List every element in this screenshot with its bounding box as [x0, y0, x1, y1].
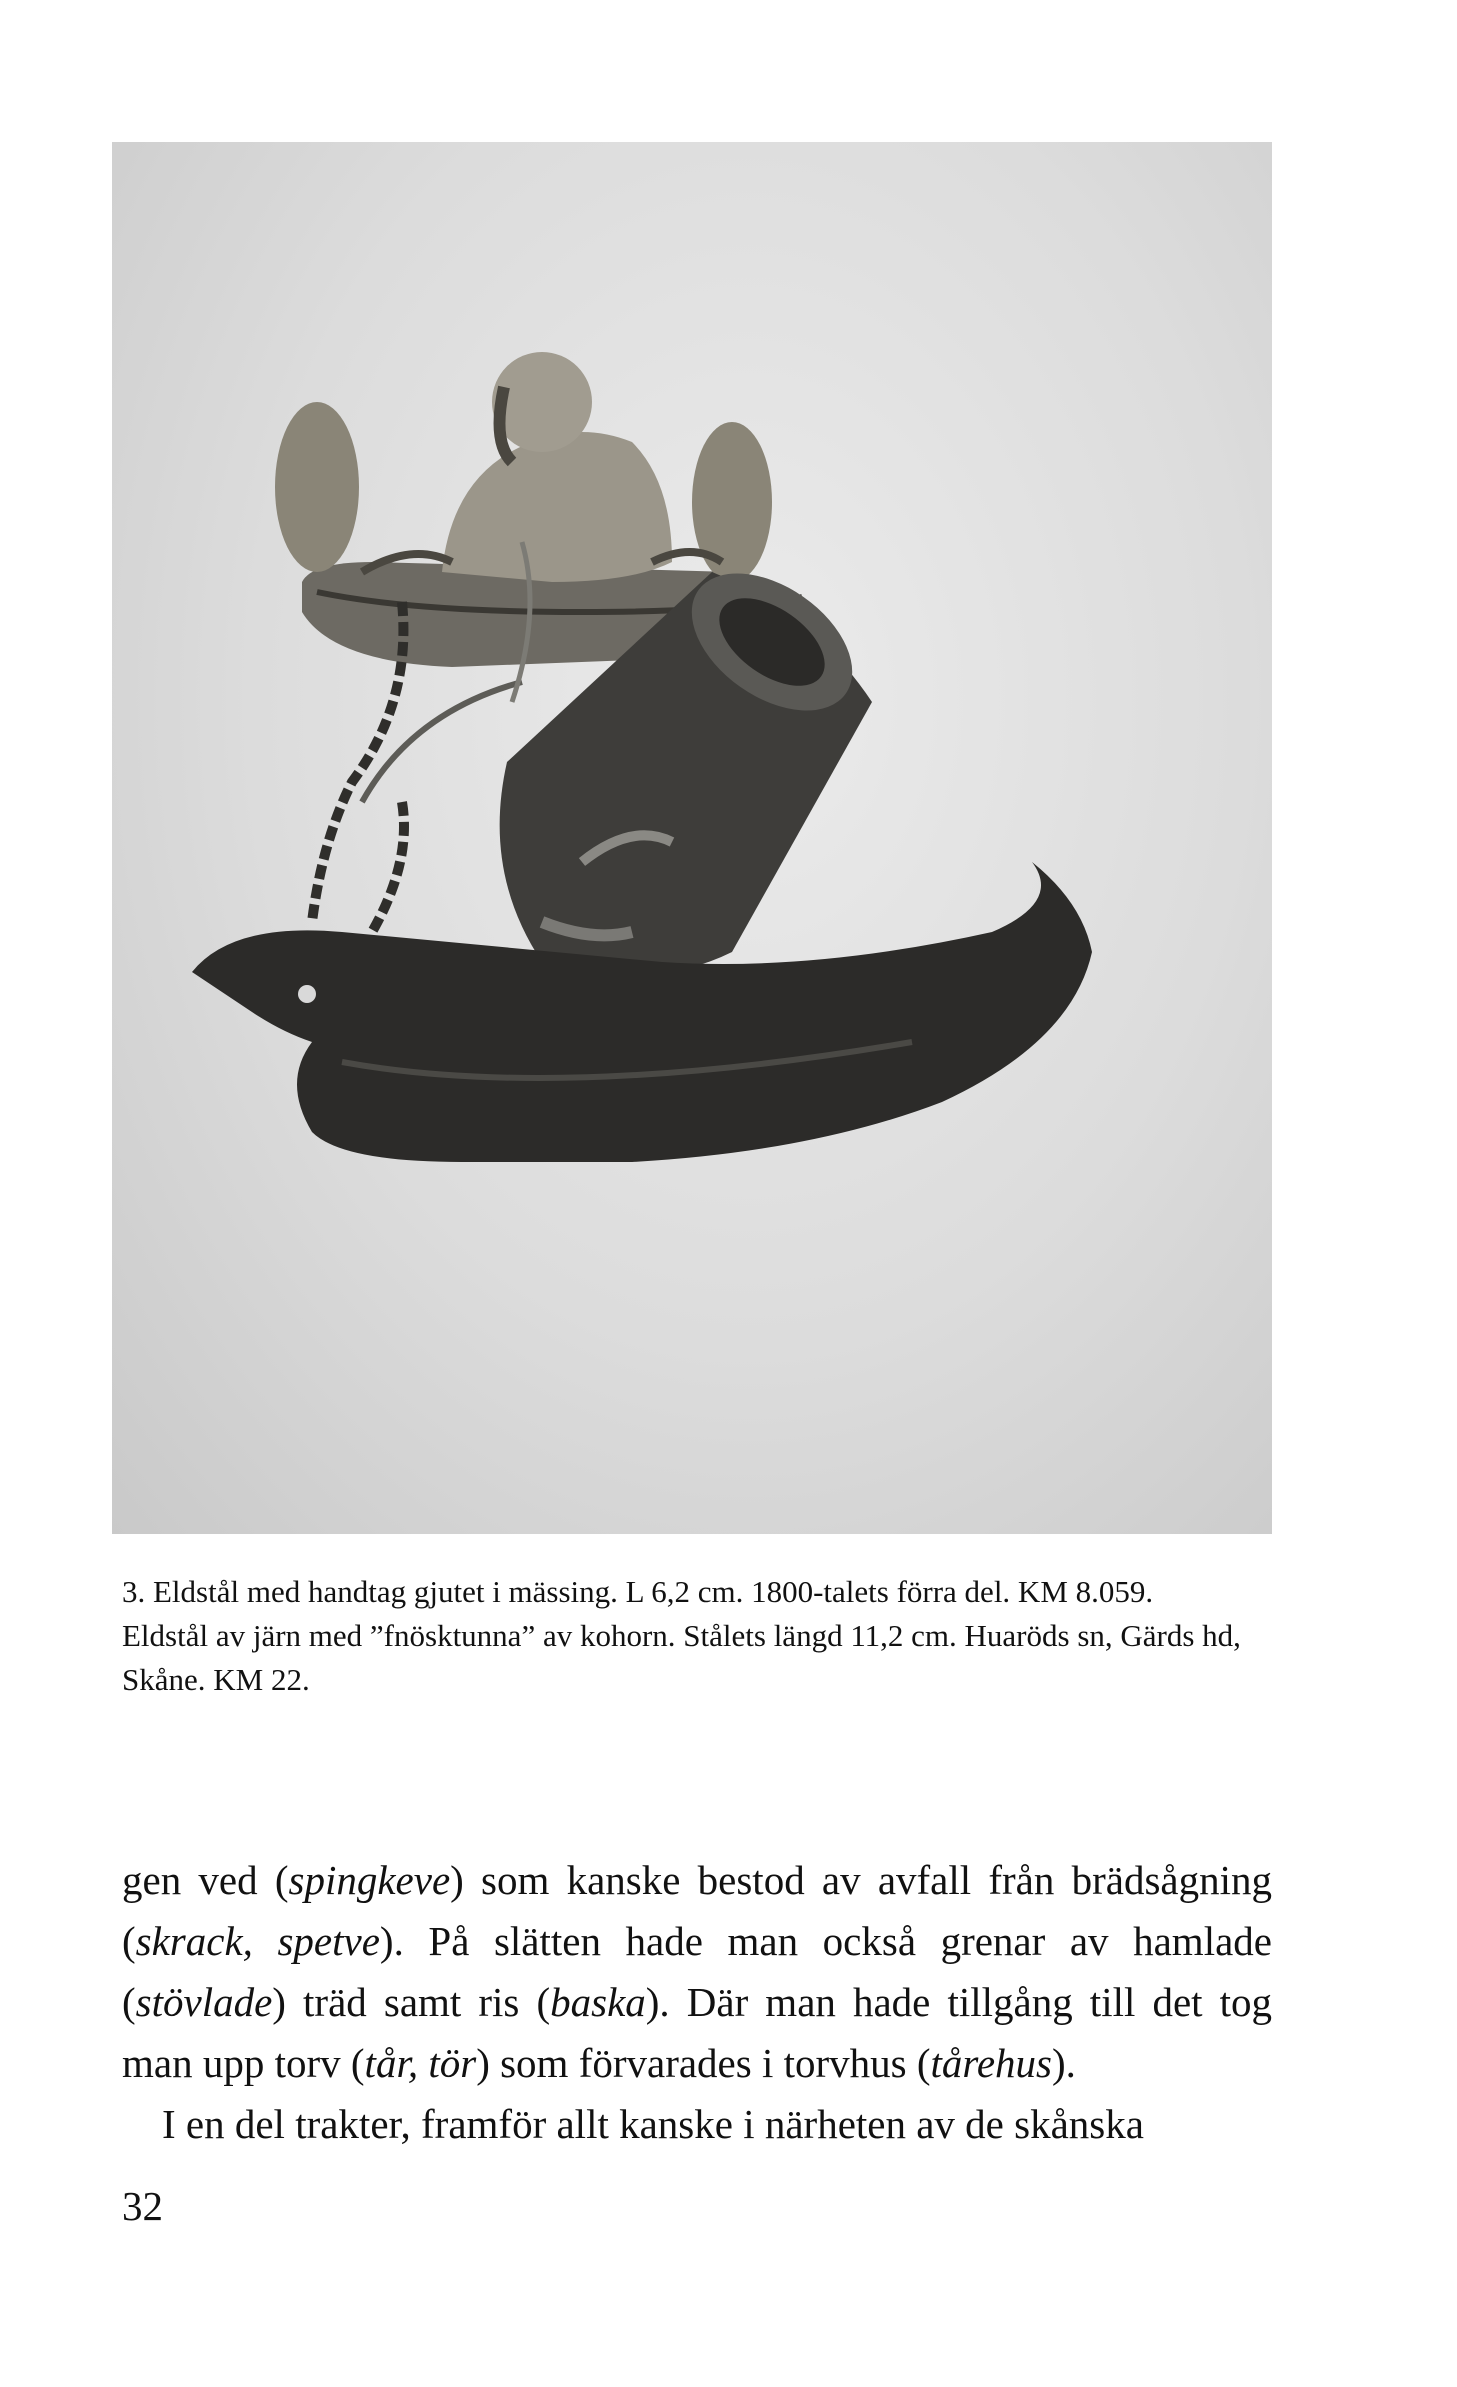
p1-term-tar: tår, tör — [364, 2040, 477, 2086]
p1-text-e: ). På slätten hade man också grenar av hamlade ( — [122, 1918, 1272, 2025]
p1-term-tarehus: tårehus — [930, 2040, 1052, 2086]
p1-term-baska: baska — [550, 1979, 646, 2025]
p1-text-c: ) som kanske bestod av avfall från brädsågning ( — [122, 1857, 1272, 1964]
photo-illustration — [112, 142, 1272, 1534]
p1-text-i: ). Där man hade tillgång till det tog man upp torv ( — [122, 1979, 1273, 2086]
p1-text-a: gen ved ( — [122, 1857, 289, 1903]
p1-text-m: ). — [1052, 2040, 1076, 2086]
p1-text-g: ) träd samt ris ( — [272, 1979, 551, 2025]
body-text — [122, 1850, 1272, 2155]
p1-term-skrack: skrack, spetve — [135, 1918, 380, 1964]
paragraph-2: I en del trakter, framför allt kanske i närheten av de skånska — [162, 2101, 1144, 2147]
p1-term-stovlade: stövlade — [135, 1979, 273, 2025]
paragraph-1 — [122, 1850, 1272, 2094]
page-number: 32 — [122, 2183, 163, 2229]
p1-text-k: ) som förvarades i torvhus ( — [476, 2040, 931, 2086]
caption-line-1: 3. Eldstål med handtag gjutet i mässing. L 6,2 cm. 1800-talets förra del. KM 8.059. — [122, 1574, 1154, 1609]
figure-caption — [122, 1570, 1272, 1702]
p1-term-spingkeve: spingkeve — [288, 1857, 451, 1903]
figure-photo — [112, 142, 1272, 1534]
caption-line-2: Eldstål av järn med ”fnösktunna” av kohorn. Stålets längd 11,2 cm. Huaröds sn, Gärds hd, Skåne. KM 22. — [122, 1618, 1241, 1697]
